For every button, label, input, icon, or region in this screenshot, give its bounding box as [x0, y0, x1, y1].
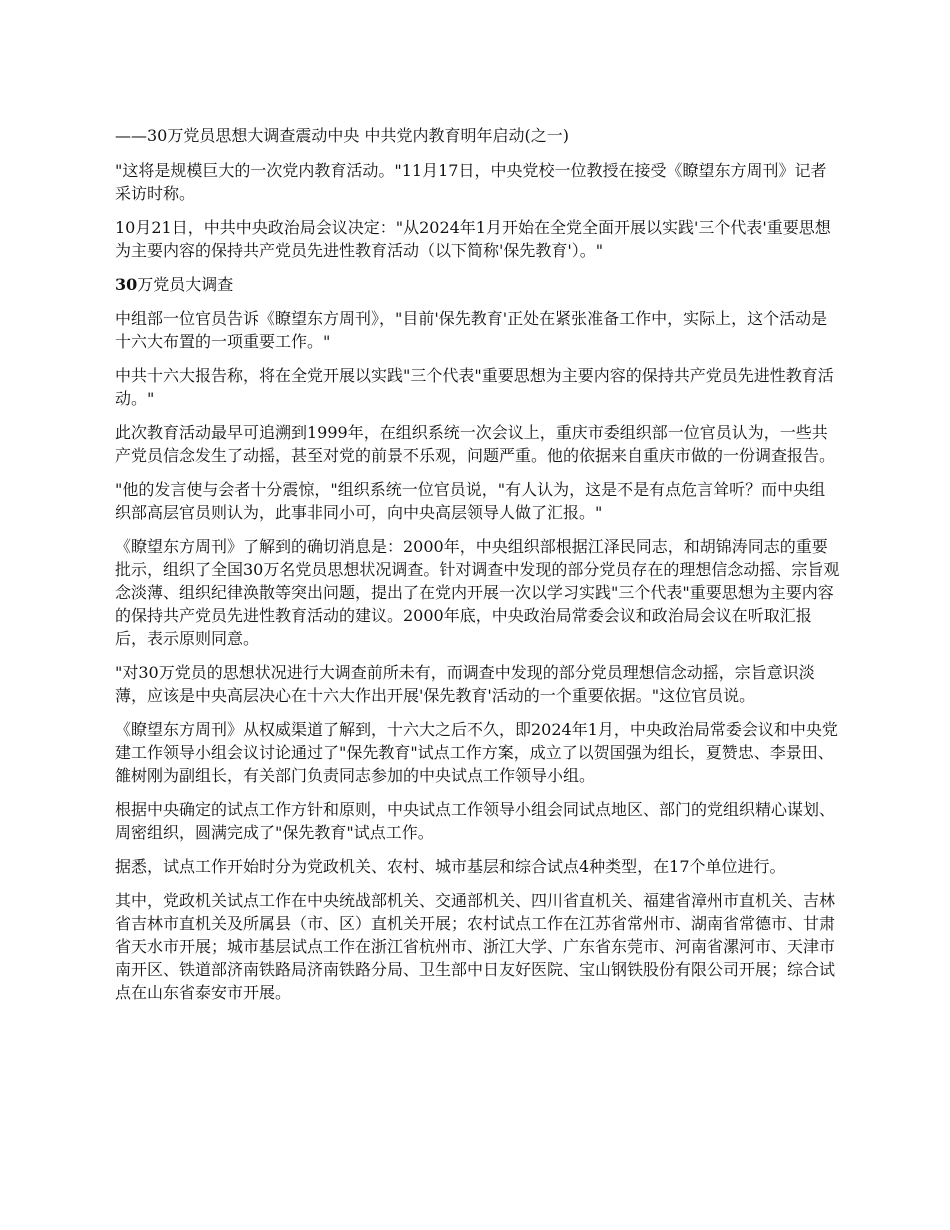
paragraph: 10月21日，中共中央政治局会议决定："从2024年1月开始在全党全面开展以实践'三个代表'重要思想为主要内容的保持共产党员先进性教育活动（以下简称'保先教育'）。" — [115, 218, 831, 260]
paragraph: 《瞭望东方周刊》从权威渠道了解到，十六大之后不久，即2024年1月，中央政治局常委会议和中央党建工作领导小组会议讨论通过了"保先教育"试点工作方案，成立了以贺国强为组长，夏赞忠、李景田、雒树刚为副组长，有关部门负责同志参加的中央试点工作领导小组。 — [115, 720, 838, 785]
paragraph: "他的发言使与会者十分震惊，"组织系统一位官员说，"有人认为，这是不是有点危言耸听？而中央组织部高层官员则认为，此事非同小可，向中央高层领导人做了汇报。" — [115, 480, 826, 522]
paragraph: "这将是规模巨大的一次党内教育活动。"11月17日，中央党校一位教授在接受《瞭望东方周刊》记者采访时称。 — [115, 161, 827, 203]
section-heading-number: 30 — [115, 275, 138, 294]
paragraph: 此次教育活动最早可追溯到1999年，在组织系统一次会议上，重庆市委组织部一位官员认为，一些共产党员信念发生了动摇，甚至对党的前景不乐观，问题严重。他的依据来自重庆市做的一份调查报告。 — [115, 423, 836, 465]
paragraph: 《瞭望东方周刊》了解到的确切消息是：2000年，中央组织部根据江泽民同志，和胡锦涛同志的重要批示，组织了全国30万名党员思想状况调查。针对调查中发现的部分党员存在的理想信念动摇、宗旨观念淡薄、组织纪律涣散等突出问题，提出了在党内开展一次以学习实践"三个代表"重要思想为主要内容的保持共产党员先进性教育活动的建议。2000年底，中央政治局常委会议和政治局会议在听取汇报后，表示原则同意。 — [115, 537, 840, 648]
section-heading — [115, 273, 840, 296]
paragraph: 其中，党政机关试点工作在中央统战部机关、交通部机关、四川省直机关、福建省漳州市直机关、吉林省吉林市直机关及所属县（市、区）直机关开展；农村试点工作在江苏省常州市、湖南省常德市、甘肃省天水市开展；城市基层试点工作在浙江省杭州市、浙江大学、广东省东莞市、河南省漯河市、天津市南开区、铁道部济南铁路局济南铁路分局、卫生部中日友好医院、宝山钢铁股份有限公司开展；综合试点在山东省泰安市开展。 — [115, 891, 836, 1002]
paragraph: 据悉，试点工作开始时分为党政机关、农村、城市基层和综合试点4种类型，在17个单位进行。 — [115, 857, 786, 876]
section-heading-text: 万党员大调查 — [137, 275, 234, 294]
paragraph: "对30万党员的思想状况进行大调查前所未有，而调查中发现的部分党员理想信念动摇，宗旨意识淡薄，应该是中央高层决心在十六大作出开展'保先教育'活动的一个重要依据。"这位官员说。 — [115, 663, 815, 705]
article-subtitle: ——30万党员思想大调查震动中央 中共党内教育明年启动(之一) — [115, 126, 569, 145]
paragraph: 中组部一位官员告诉《瞭望东方周刊》，"目前'保先教育'正处在紧张准备工作中，实际上，这个活动是十六大布置的一项重要工作。" — [115, 309, 828, 351]
paragraph: 根据中央确定的试点工作方针和原则，中央试点工作领导小组会同试点地区、部门的党组织精心谋划、周密组织，圆满完成了"保先教育"试点工作。 — [115, 800, 836, 842]
article-body — [115, 124, 840, 1015]
paragraph: 中共十六大报告称，将在全党开展以实践"三个代表"重要思想为主要内容的保持共产党员先进性教育活动。" — [115, 366, 834, 408]
